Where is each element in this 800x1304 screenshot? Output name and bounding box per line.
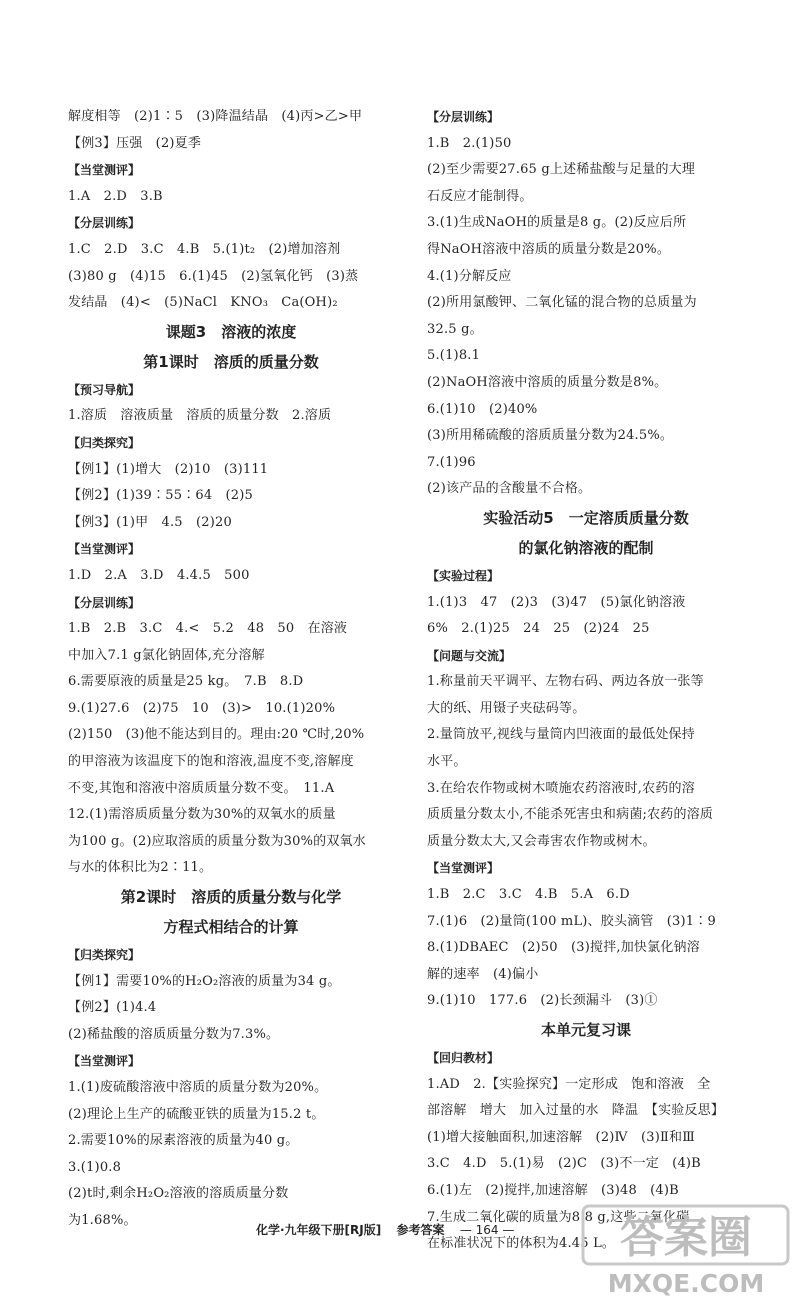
answer-line: 【例1】需要10%的H₂O₂溶液的质量为34 g。 xyxy=(68,973,341,989)
section-heading: 【当堂测评】 xyxy=(427,861,500,876)
answer-line: 1.B 2.C 3.C 4.B 5.A 6.D xyxy=(427,887,630,903)
answer-line: (3)80 g (4)15 6.(1)45 (2)氢氧化钙 (3)蒸 xyxy=(68,268,359,284)
answer-line: 与水的体积比为2∶11。 xyxy=(68,860,213,876)
watermark-logo xyxy=(579,1198,794,1298)
answer-line: 1.C 2.D 3.C 4.B 5.(1)t₂ (2)增加溶剂 xyxy=(68,241,341,257)
answer-line: (2)稀盐酸的溶质质量分数为7.3%。 xyxy=(68,1026,280,1042)
answer-line: 质量分数太大,又会毒害农作物或树木。 xyxy=(427,833,656,849)
answer-line: 大的纸、用镊子夹砝码等。 xyxy=(427,700,586,716)
answer-line: 【例3】压强 (2)夏季 xyxy=(68,135,202,151)
answer-line: 6.(1)左 (2)搅拌,加速溶解 (3)48 (4)B xyxy=(427,1182,679,1198)
answer-line: 9.(1)27.6 (2)75 10 (3)> 10.(1)20% xyxy=(68,700,336,716)
answer-line: 不变,其饱和溶液中溶质质量分数不变。 11.A xyxy=(68,780,335,796)
answer-line: 8.(1)DBAEC (2)50 (3)搅拌,加快氯化钠溶 xyxy=(427,940,700,956)
answer-line: 1.溶质 溶液质量 溶质的质量分数 2.溶质 xyxy=(68,408,332,424)
lesson-title: 方程式相结合的计算 xyxy=(163,918,299,937)
answer-line: 3.(1)0.8 xyxy=(68,1159,122,1175)
answer-line: 1.A 2.D 3.B xyxy=(68,188,163,204)
answer-line: 石反应才能制得。 xyxy=(427,188,533,204)
lesson-title: 第1课时 溶质的质量分数 xyxy=(143,352,319,371)
answer-line: 【例1】(1)增大 (2)10 (3)111 xyxy=(68,461,269,477)
answer-line: 1.称量前天平调平、左物右码、两边各放一张等 xyxy=(427,674,704,690)
answer-line: 9.(1)10 177.6 (2)长颈漏斗 (3)① xyxy=(427,993,658,1009)
section-heading: 【预习导航】 xyxy=(68,382,141,397)
answer-line: 的甲溶液为该温度下的饱和溶液,温度不变,溶解度 xyxy=(68,754,354,770)
answer-line: (2)所用氯酸钾、二氧化锰的混合物的总质量为 xyxy=(427,295,697,311)
watermark-url: MXQE.COM xyxy=(607,1269,765,1298)
answer-line: 4.(1)分解反应 xyxy=(427,268,512,284)
answer-line: 中加入7.1 g氯化钠固体,充分溶解 xyxy=(68,647,265,663)
answer-line: 发结晶 (4)< (5)NaCl KNO₃ Ca(OH)₂ xyxy=(68,295,338,311)
answer-line: (1)增大接触面积,加速溶解 (2)Ⅳ (3)Ⅱ和Ⅲ xyxy=(427,1129,695,1145)
section-heading: 【分层训练】 xyxy=(427,110,500,124)
answer-line: 1.D 2.A 3.D 4.4.5 500 xyxy=(68,567,250,583)
answer-line: (2)理论上生产的硫酸亚铁的质量为15.2 t。 xyxy=(68,1106,325,1122)
section-heading: 【问题与交流】 xyxy=(427,648,512,663)
lesson-title: 本单元复习课 xyxy=(540,1021,631,1039)
answer-line: 12.(1)需溶质质量分数为30%的双氧水的质量 xyxy=(68,807,336,823)
answer-line: 得NaOH溶液中溶质的质量分数是20%。 xyxy=(427,241,671,257)
answer-line: (2)至少需要27.65 g上述稀盐酸与足量的大理 xyxy=(427,162,696,178)
answer-line: 1.(1)废硫酸溶液中溶质的质量分数为20%。 xyxy=(68,1080,328,1095)
footer-subject: 化学·九年级下册[RJ版] xyxy=(256,1223,382,1237)
section-heading: 【当堂测评】 xyxy=(68,163,141,178)
answer-line: 解度相等 (2)1∶5 (3)降温结晶 (4)丙>乙>甲 xyxy=(68,109,363,124)
section-heading: 【实验过程】 xyxy=(427,568,500,583)
answer-line: 7.(1)96 xyxy=(427,454,476,470)
answer-line: 1.B 2.(1)50 xyxy=(427,135,512,151)
answer-line: 5.(1)8.1 xyxy=(427,348,481,364)
answer-line: 水平。 xyxy=(427,754,467,770)
answer-line: 6.需要原液的质量是25 kg。 7.B 8.D xyxy=(68,674,304,690)
answer-line: 质质量分数太小,不能杀死害虫和病菌;农药的溶质 xyxy=(427,807,714,823)
answer-line: 32.5 g。 xyxy=(427,321,483,337)
left-column xyxy=(68,104,394,1235)
answer-line: (2)NaOH溶液中溶质的质量分数是8%。 xyxy=(427,374,668,390)
answer-line: 为1.68%。 xyxy=(68,1212,137,1228)
section-heading: 【分层训练】 xyxy=(68,216,141,231)
lesson-title: 的氯化钠溶液的配制 xyxy=(518,538,654,557)
lesson-title: 实验活动5 一定溶质质量分数 xyxy=(483,508,689,527)
answer-line: 为100 g。(2)应取溶质的质量分数为30%的双氧水 xyxy=(68,833,366,849)
answer-line: 1.B 2.B 3.C 4.< 5.2 48 50 在溶液 xyxy=(68,621,348,637)
answer-line: 6.(1)10 (2)40% xyxy=(427,401,538,417)
answer-line: 【例3】(1)甲 4.5 (2)20 xyxy=(68,514,232,530)
page-footer xyxy=(256,1221,546,1239)
answer-line: 解的速率 (4)偏小 xyxy=(427,966,539,982)
lesson-title: 课题3 溶液的浓度 xyxy=(165,322,297,341)
section-heading: 【归类探究】 xyxy=(68,948,141,963)
answer-line: 6% 2.(1)25 24 25 (2)24 25 xyxy=(427,621,650,637)
answer-line: (3)所用稀硫酸的溶质质量分数为24.5%。 xyxy=(427,428,674,444)
watermark-text: 答案圈 xyxy=(620,1212,752,1263)
answer-line: 3.在给农作物或树木喷施农药溶液时,农药的溶 xyxy=(427,780,695,796)
answer-line: 3.(1)生成NaOH的质量是8 g。(2)反应后所 xyxy=(427,215,687,231)
section-heading: 【当堂测评】 xyxy=(68,542,141,557)
answer-line: (2)150 (3)他不能达到目的。理由:20 ℃时,20% xyxy=(68,727,365,743)
section-heading: 【当堂测评】 xyxy=(68,1054,141,1069)
answer-line: 2.量筒放平,视线与量筒内凹液面的最低处保持 xyxy=(427,727,695,743)
lesson-title: 第2课时 溶质的质量分数与化学 xyxy=(120,888,342,907)
answer-line: 2.需要10%的尿素溶液的质量为40 g。 xyxy=(68,1133,299,1149)
answer-line: 7.(1)6 (2)量筒(100 mL)、胶头滴管 (3)1∶9 xyxy=(427,913,716,929)
answer-line: 1.(1)3 47 (2)3 (3)47 (5)氯化钠溶液 xyxy=(427,594,686,610)
section-heading: 【分层训练】 xyxy=(68,595,141,610)
section-heading: 【回归教材】 xyxy=(427,1051,500,1065)
answer-line: (2)该产品的含酸量不合格。 xyxy=(427,481,592,497)
right-column xyxy=(427,104,745,1258)
answer-line: (2)t时,剩余H₂O₂溶液的溶质质量分数 xyxy=(68,1186,289,1202)
page-number: — 164 — xyxy=(459,1223,515,1237)
answer-line: 3.C 4.D 5.(1)易 (2)C (3)不一定 (4)B xyxy=(427,1156,701,1172)
answer-line: 7.生成二氧化碳的质量为8.8 g,这些二氧化碳 xyxy=(427,1209,690,1225)
answer-line: 1.AD 2.【实验探究】一定形成 饱和溶液 全 xyxy=(427,1076,711,1092)
section-heading: 【归类探究】 xyxy=(68,435,141,450)
answer-line: 【例2】(1)39∶55∶64 (2)5 xyxy=(68,488,253,504)
answer-line: 在标准状况下的体积为4.45 L。 xyxy=(427,1236,616,1252)
footer-answers: 参考答案 xyxy=(396,1223,445,1237)
answer-line: 【例2】(1)4.4 xyxy=(68,1000,157,1016)
answer-line: 部溶解 增大 加入过量的水 降温 【实验反思】 xyxy=(427,1103,725,1119)
